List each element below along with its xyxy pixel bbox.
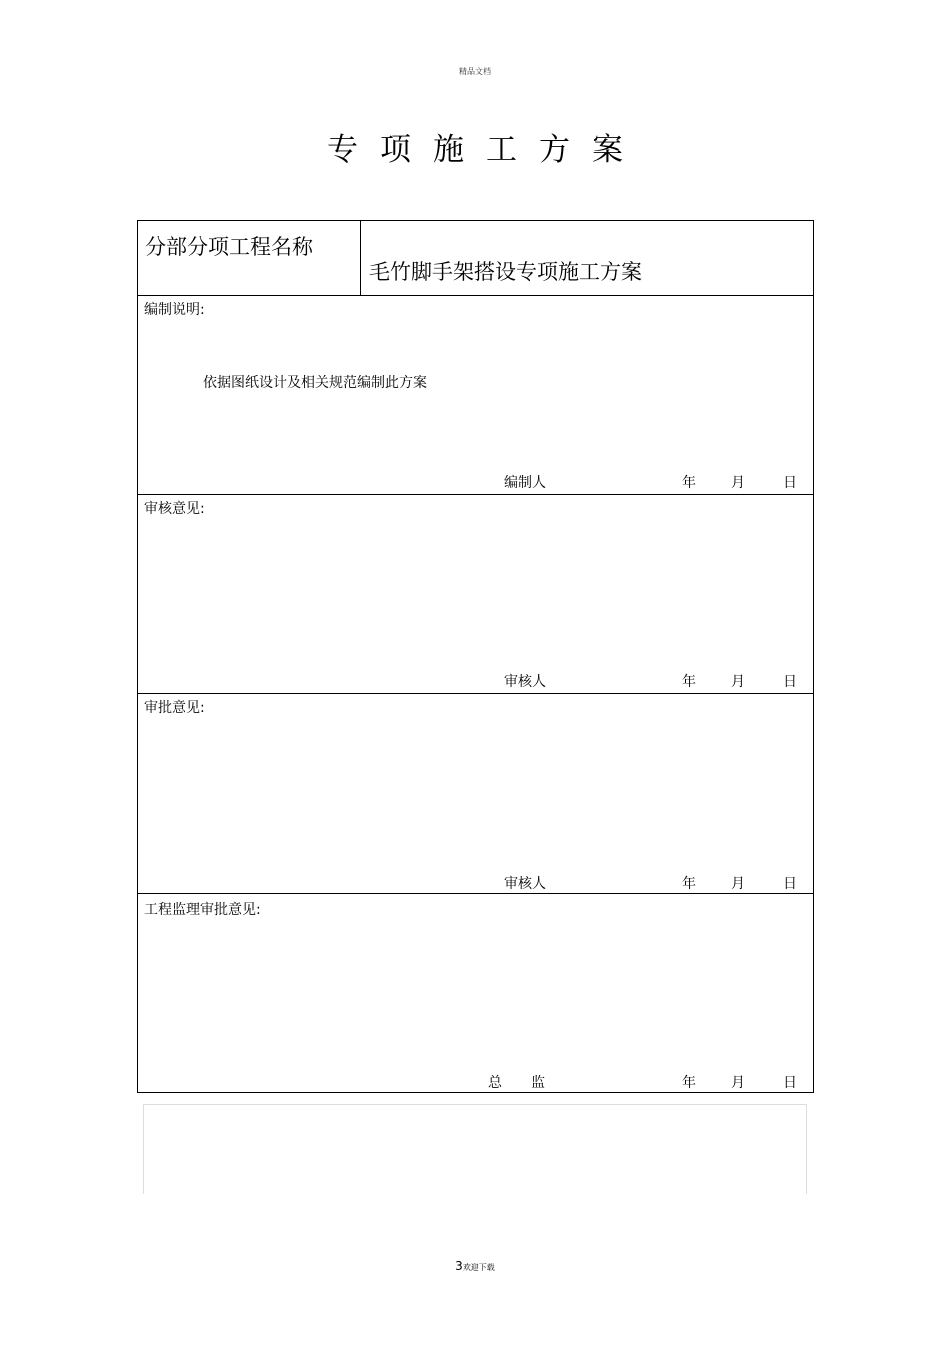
row-divider bbox=[138, 494, 813, 495]
row-divider bbox=[138, 693, 813, 694]
signer-reviewer: 审核人 bbox=[504, 674, 546, 690]
section-label-review: 审核意见: bbox=[144, 501, 205, 517]
section-label-approval: 审批意见: bbox=[144, 700, 205, 716]
day-label: 日 bbox=[783, 1075, 797, 1091]
page-footer bbox=[0, 1259, 950, 1273]
project-label: 分部分项工程名称 bbox=[145, 235, 313, 259]
year-label: 年 bbox=[682, 1075, 696, 1091]
row-divider bbox=[138, 295, 813, 296]
year-label: 年 bbox=[682, 876, 696, 892]
year-label: 年 bbox=[682, 674, 696, 690]
page-title: 专项施工方案 bbox=[327, 132, 645, 168]
month-label: 月 bbox=[731, 1075, 745, 1091]
year-label: 年 bbox=[682, 475, 696, 491]
footer-text: 欢迎下载 bbox=[462, 1263, 495, 1272]
day-label: 日 bbox=[783, 876, 797, 892]
section-label-supervision: 工程监理审批意见: bbox=[144, 902, 261, 918]
signer-chief-a: 总 bbox=[488, 1075, 502, 1091]
blank-box bbox=[143, 1104, 807, 1194]
signer-compiler: 编制人 bbox=[504, 475, 546, 491]
month-label: 月 bbox=[731, 876, 745, 892]
section-content-compilation: 依据图纸设计及相关规范编制此方案 bbox=[203, 375, 427, 391]
day-label: 日 bbox=[783, 674, 797, 690]
signer-approver: 审核人 bbox=[504, 876, 546, 892]
watermark: 精品文档 bbox=[459, 67, 491, 76]
header-divider bbox=[360, 221, 361, 296]
month-label: 月 bbox=[731, 475, 745, 491]
page-number: 3 bbox=[455, 1259, 463, 1273]
row-divider bbox=[138, 893, 813, 894]
approval-form bbox=[137, 220, 814, 1093]
day-label: 日 bbox=[783, 475, 797, 491]
project-name: 毛竹脚手架搭设专项施工方案 bbox=[369, 260, 642, 284]
signer-chief-b: 监 bbox=[531, 1075, 545, 1091]
section-label-compilation: 编制说明: bbox=[144, 302, 205, 318]
month-label: 月 bbox=[731, 674, 745, 690]
